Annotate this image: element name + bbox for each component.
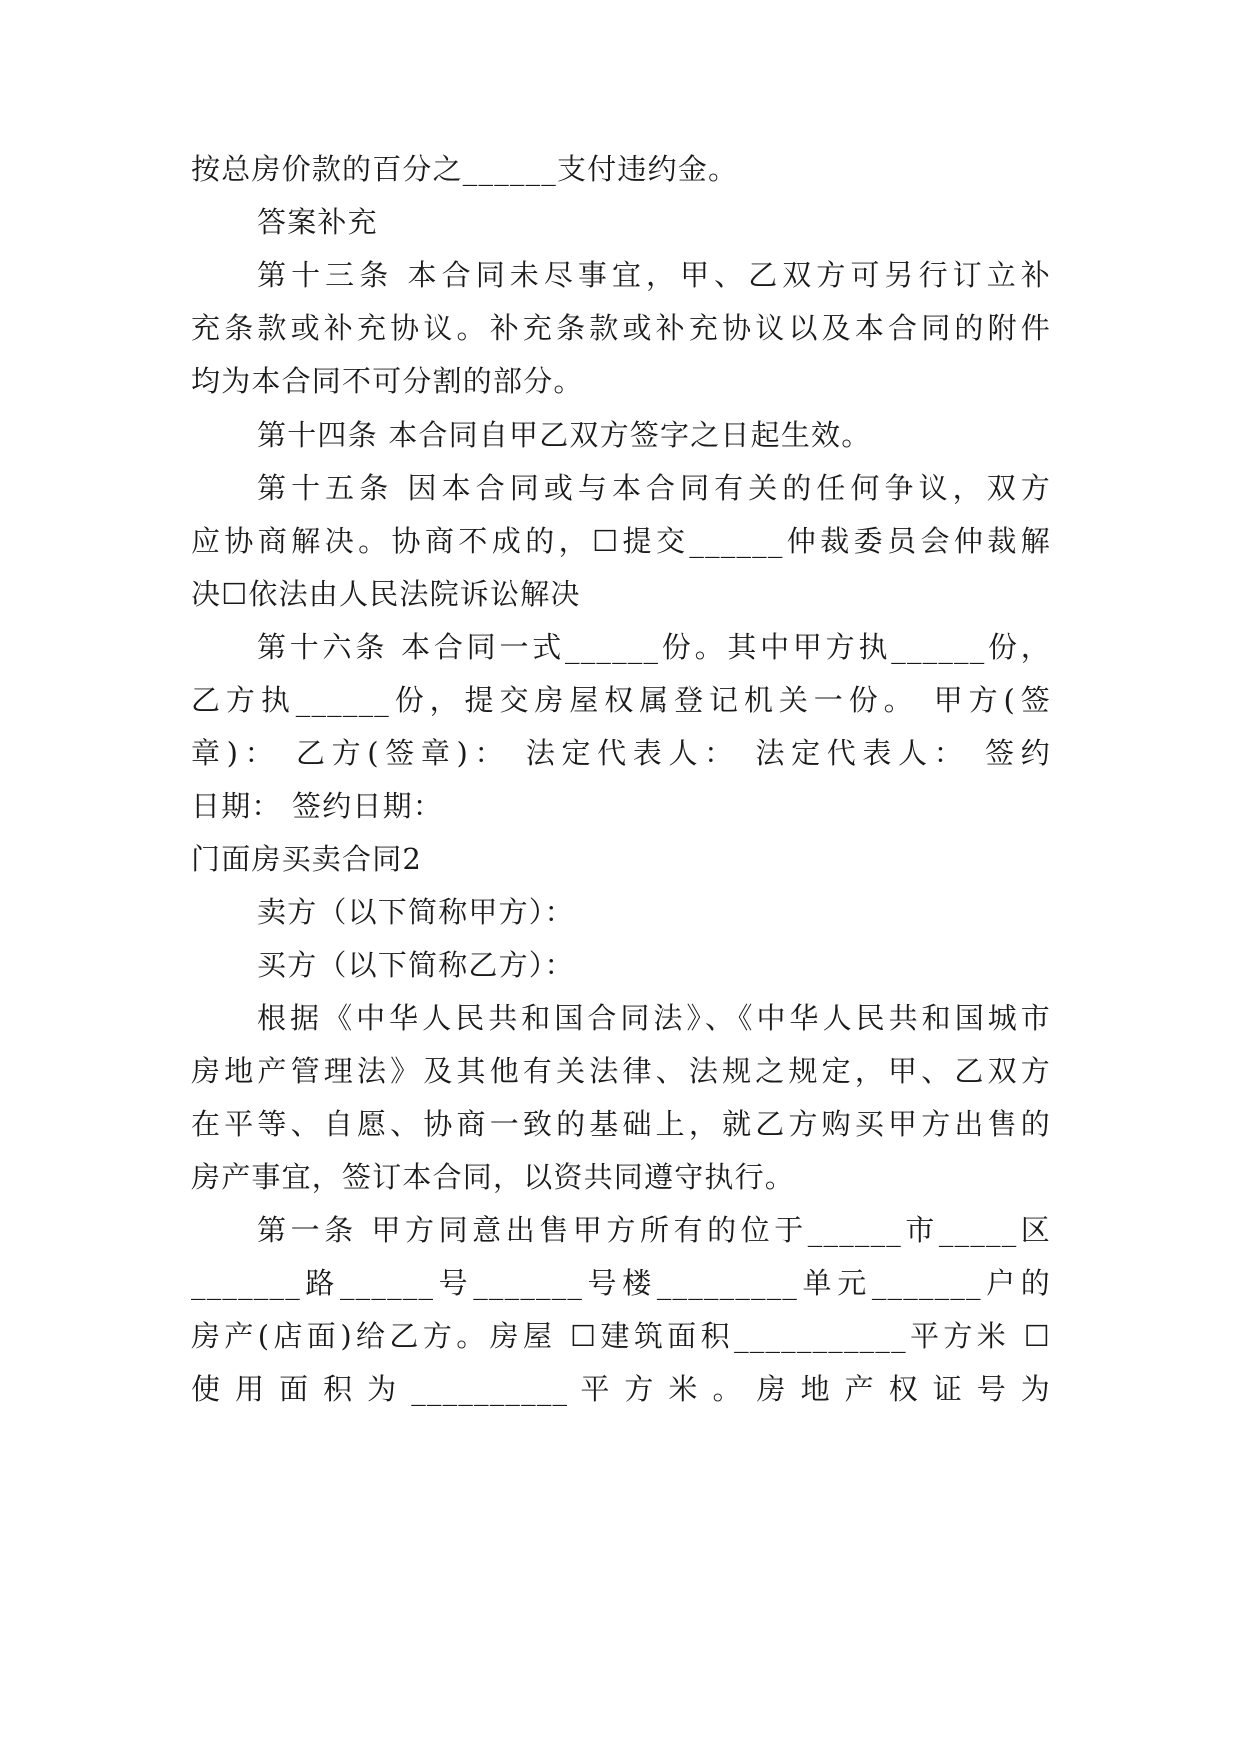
text-line: 日期： 签约日期： — [191, 789, 444, 823]
text-line: 房产(店面)给乙方。房屋 ☐建筑面积___________平方米 ☐ — [191, 1319, 1051, 1353]
text-line: 乙方执______份，提交房屋权属登记机关一份。 甲方(签 — [191, 683, 1051, 717]
text-line: 第十四条 本合同自甲乙双方签字之日起生效。 — [257, 418, 872, 452]
text-line: 第十五条 因本合同或与本合同有关的任何争议，双方 — [257, 471, 1051, 505]
text-line: _______路______号_______号楼_________单元_______户的 — [191, 1266, 1051, 1300]
text-line: 在平等、自愿、协商一致的基础上，就乙方购买甲方出售的 — [191, 1107, 1051, 1141]
text-line: 根据《中华人民共和国合同法》、《中华人民共和国城市 — [257, 1001, 1051, 1035]
text-line: 第十六条 本合同一式______份。其中甲方执______份， — [257, 630, 1051, 664]
text-line: 章)： 乙方(签章)： 法定代表人： 法定代表人： 签约 — [191, 736, 1051, 770]
text-line: 第一条 甲方同意出售甲方所有的位于______市_____区 — [257, 1213, 1051, 1247]
text-line: 第十三条 本合同未尽事宜，甲、乙双方可另行订立补 — [257, 258, 1051, 292]
text-line: 房产事宜，签订本合同，以资共同遵守执行。 — [191, 1160, 796, 1194]
text-line: 充条款或补充协议。补充条款或补充协议以及本合同的附件 — [191, 311, 1051, 345]
text-line: 房地产管理法》及其他有关法律、法规之规定，甲、乙双方 — [191, 1054, 1051, 1088]
text-line: 应协商解决。协商不成的，☐提交______仲裁委员会仲裁解 — [191, 524, 1051, 558]
section-heading: 门面房买卖合同2 — [191, 842, 423, 876]
text-line: 答案补充 — [257, 205, 378, 239]
text-line: 买方（以下简称乙方）： — [257, 948, 575, 982]
text-line: 决☐依法由人民法院诉讼解决 — [191, 577, 581, 611]
text-line: 使 用 面 积 为 __________ 平 方 米 。 房 地 产 权 证 号 为 — [191, 1372, 1051, 1406]
text-line: 均为本合同不可分割的部分。 — [191, 364, 584, 398]
text-line: 卖方（以下简称甲方）： — [257, 895, 575, 929]
text-line: 按总房价款的百分之______支付违约金。 — [191, 152, 739, 186]
